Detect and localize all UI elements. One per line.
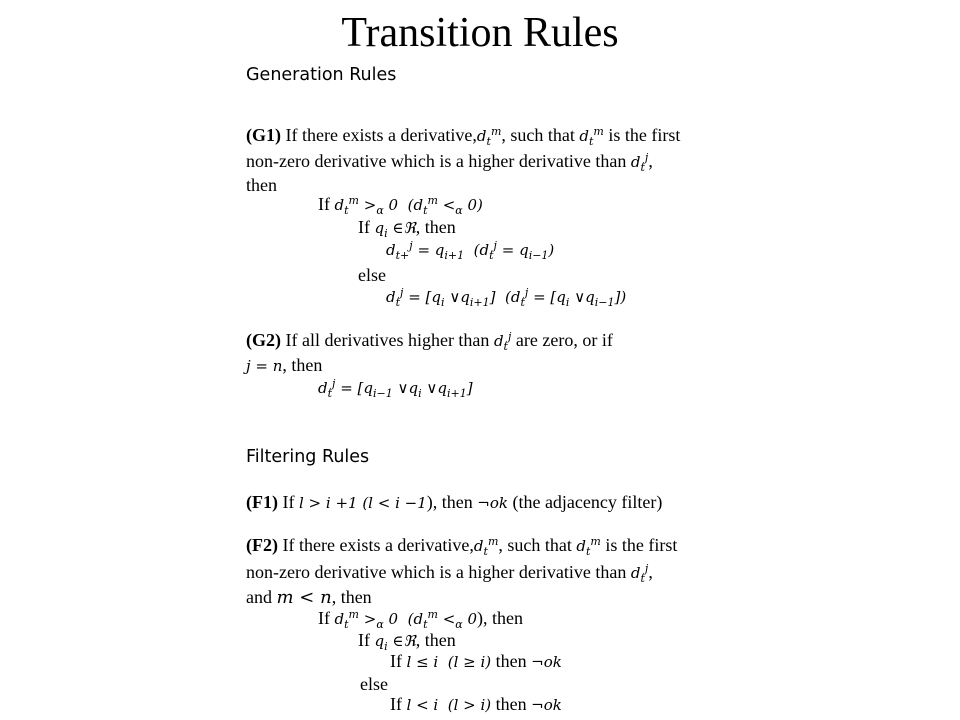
g1-text-c: is the first xyxy=(608,125,681,145)
g2-text-b: are zero, or if xyxy=(515,330,613,350)
generation-rules-heading: Generation Rules xyxy=(246,65,397,85)
f2-text-a: If there exists a derivative, xyxy=(282,535,474,555)
g1-math-q-in-r: $q_i$ ∈ℜ xyxy=(374,219,416,240)
g1-if-cond xyxy=(318,193,483,216)
g1-if-q xyxy=(358,216,456,239)
f1-label: (F1) xyxy=(246,492,278,512)
f2-if2-then: , then xyxy=(415,630,456,650)
g1-math-dtj: $d_t^j$ xyxy=(630,151,649,174)
g1-if-q-kw: If xyxy=(358,217,370,237)
g1-math-eq-1: $d_{t+}^j = q_{i+1}$ $(d_t^j = q_{i-1})$ xyxy=(386,239,555,262)
f2-if1: If xyxy=(318,608,330,628)
f2-line-3 xyxy=(246,586,372,609)
g1-text-b: , such that xyxy=(501,125,575,145)
f2-math-dtm-2: $d_t^m$ xyxy=(576,535,601,558)
f2-else: else xyxy=(360,674,388,694)
f1-then: ), then xyxy=(426,492,473,512)
g1-line-1 xyxy=(246,124,680,147)
g1-label: (G1) xyxy=(246,125,281,145)
g1-else: else xyxy=(358,265,386,285)
f1-math-cond: l > i +1 (l < i −1 xyxy=(298,494,427,512)
f2-if3: If xyxy=(390,651,402,671)
g1-text-2: non-zero derivative which is a higher derivative than xyxy=(246,151,627,171)
g2-line-1 xyxy=(246,329,613,352)
slide-title: Transition Rules xyxy=(341,10,619,56)
f2-if-q xyxy=(358,629,456,652)
f2-then4: then xyxy=(495,694,527,714)
g2-line-2 xyxy=(246,354,322,377)
f2-math-l-le-i: l ≤ i (l ≥ i) xyxy=(406,653,492,671)
f2-math-not-ok-2: ¬ok xyxy=(531,696,562,714)
filtering-rules-heading: Filtering Rules xyxy=(246,447,370,467)
g2-math-eq: $d_t^j = [q_{i-1}$ $\vee q_i$ $\vee q_{i+1}$] xyxy=(318,377,473,400)
f1-math-not-ok: ¬ok xyxy=(477,494,508,512)
g1-then: , then xyxy=(415,217,456,237)
f1-if: If xyxy=(282,492,295,512)
f2-math-m-lt-n: m < n xyxy=(276,587,332,608)
g2-math-dtj: $d_t^j$ xyxy=(493,330,512,353)
f1-line xyxy=(246,491,662,514)
f2-text-2: non-zero derivative which is a higher derivative than xyxy=(246,562,627,582)
g1-math-assign-2 xyxy=(386,285,626,308)
g1-text-a: If there exists a derivative, xyxy=(285,125,477,145)
f2-text-b: , such that xyxy=(498,535,572,555)
g2-math-j-eq-n: j = n xyxy=(246,357,283,375)
f2-and: and xyxy=(246,587,272,607)
f2-then3: then xyxy=(495,651,527,671)
g1-math-dtm-2: $d_t^m$ xyxy=(579,125,604,148)
g1-math-dtm: $d_t^m$ xyxy=(476,125,502,148)
f2-if-l-le xyxy=(390,650,562,673)
f2-line-2: non-zero derivative which is a higher derivative than $d_t^j$, xyxy=(246,562,653,585)
f2-math-q-in-r: $q_i$ ∈ℜ xyxy=(374,632,416,653)
f2-if4: If xyxy=(390,694,402,714)
f1-tail: (the adjacency filter) xyxy=(512,492,663,512)
f2-label: (F2) xyxy=(246,535,278,555)
g1-math-cond: $d_t^m >_\alpha$ 0 ($d_t^m <_\alpha$ 0) xyxy=(334,194,483,217)
f2-then: , then xyxy=(331,587,372,607)
g1-math-assign-1 xyxy=(386,238,554,261)
g1-line-3: then xyxy=(246,175,277,195)
g1-math-eq-2: $d_t^j = [q_i$ $\vee q_{i+1}$] ($d_t^j = [q_i$ $\vee q_{i-1}$]) xyxy=(386,286,627,309)
f2-if-l-lt xyxy=(390,693,562,716)
f2-if1-then: ), then xyxy=(477,608,523,628)
f2-math-not-ok-1: ¬ok xyxy=(531,653,562,671)
g2-math-assign xyxy=(318,376,473,399)
f2-math-dtj: $d_t^j$ xyxy=(630,562,649,585)
f2-math-cond: $d_t^m >_\alpha$ 0 ($d_t^m <_\alpha$ 0 xyxy=(334,608,478,631)
f2-if2: If xyxy=(358,630,370,650)
f2-math-l-lt-i: l < i (l > i) xyxy=(406,696,492,714)
g2-then: , then xyxy=(282,355,323,375)
g2-text-a: If all derivatives higher than xyxy=(285,330,490,350)
f2-line-1 xyxy=(246,534,677,557)
g2-label: (G2) xyxy=(246,330,281,350)
g1-if: If xyxy=(318,194,330,214)
f2-math-dtm: $d_t^m$ xyxy=(473,535,499,558)
g1-line-2: non-zero derivative which is a higher derivative than $d_t^j$, xyxy=(246,151,653,174)
f2-if-cond xyxy=(318,607,523,630)
f2-text-c: is the first xyxy=(605,535,678,555)
